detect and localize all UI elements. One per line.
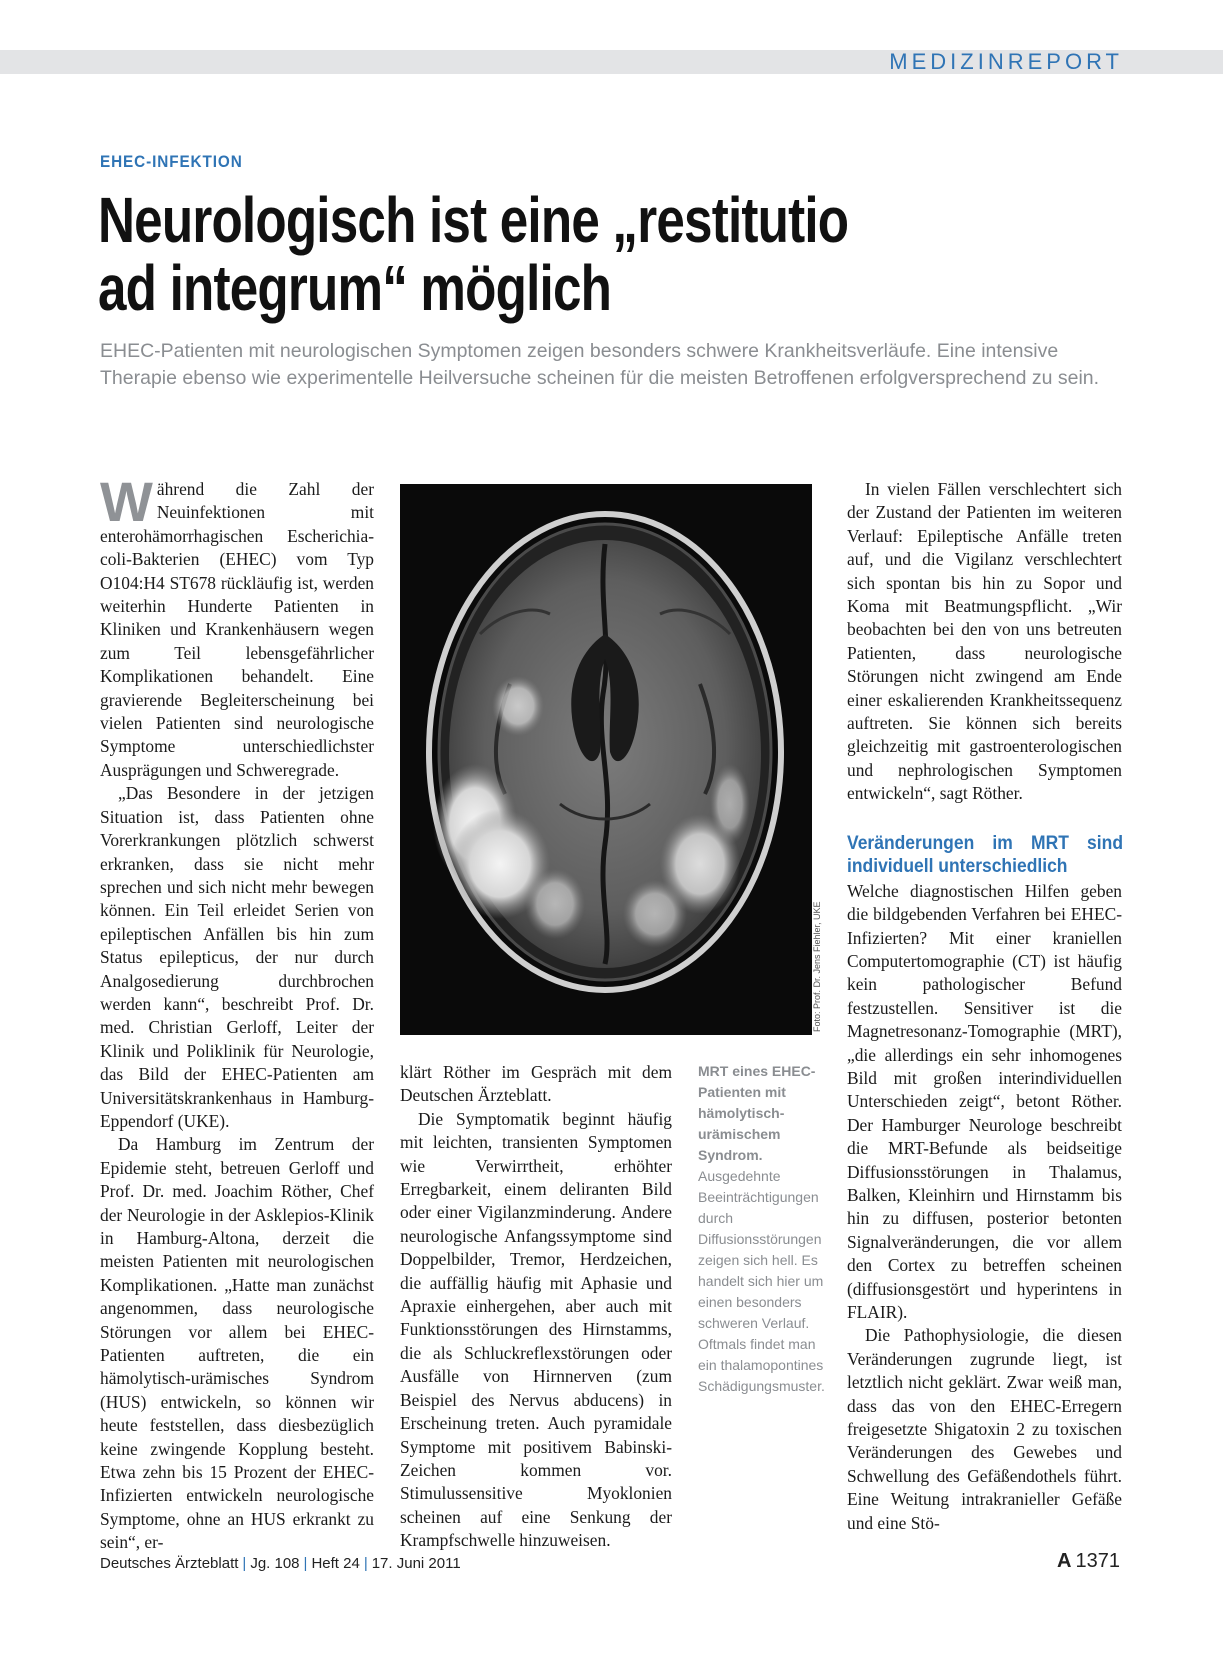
paragraph bbox=[100, 470, 374, 782]
text-column-3 bbox=[847, 478, 1122, 1535]
footer-separator: | bbox=[303, 1555, 308, 1572]
paragraph: In vielen Fällen verschlechtert sich der Zustand der Patienten im weiteren Verlauf: Epileptische Anfälle treten auf, und die Vigilanz verschlechtert sich spontan bis hin zu Sopor und Koma mit Beatmungspflicht. „Wir beobachten bei den von uns betreuten Patienten, dass neurologische Störungen nicht zwingend am Ende einer eskalierenden Krankheitssequenz auftreten. Sie können sich bereits gleichzeitig mit gastroenterologischen und nephrologischen Symptomen entwickeln“, sagt Röther. bbox=[847, 479, 1122, 804]
caption-text: Ausgedehnte Beeinträchtigungen durch Diffusionsstörungen zeigen sich hell. Es handelt sich hier um einen besonders schweren Verlauf. Oftmals findet man ein thalamopontines Schädigungsmuster. bbox=[698, 1168, 825, 1394]
figure-caption bbox=[698, 1061, 830, 1397]
text-column-1 bbox=[100, 470, 374, 1555]
headline-line-2: ad integrum“ möglich bbox=[98, 252, 612, 324]
paragraph: Welche diagnostischen Hilfen geben die bildgebenden Verfahren bei EHEC-Infizierten? Mit einer kraniellen Computertomographie (CT) ist häufig kein pathologischer Befund festzustellen. Sensitiver ist die Magnetresonanz-Tomographie (MRT), „die allerdings ein sehr inhomogenes Bild mit großen interindividuellen Unterschieden zeigt“, betont Röther. Der Hamburger Neurologe beschreibt die MRT-Befunde als beidseitige Diffusionsstörungen in Thalamus, Balken, Kleinhirn und Hirnstamm bis hin zu diffusen, posterior betonten Signalveränderungen, die vor allem den Cortex zu betreffen scheinen (diffusionsgestört und hyperintens in FLAIR). bbox=[847, 880, 1122, 1322]
paragraph: Da Hamburg im Zentrum der Epidemie steht, betreuen Gerloff und Prof. Dr. med. Joachim Röther, Chef der Neurologie in der Asklepios-Klinik in Hamburg-Altona, derzeit die meisten Patienten mit neurologischen Komplikationen. „Hatte man zunächst angenommen, dass neurologische Störungen vor allem bei EHEC-Patienten auftreten, die ein hämolytisch-urämisches Syndrom (HUS) entwickeln, so können wir heute feststellen, dass diesbezüglich keine zwingende Kopplung besteht. Etwa zehn bis 15 Prozent der EHEC-Infizierten entwickeln neurologische Symptome, ohne an HUS erkrankt zu sein“, er- bbox=[100, 1134, 374, 1553]
mri-brain-image bbox=[400, 484, 812, 1035]
caption-title: MRT eines EHEC-Patienten mit hämolytisch-urämischem Syndrom. bbox=[698, 1063, 816, 1163]
journal-name: Deutsches Ärzteblatt bbox=[100, 1555, 239, 1572]
footer-separator: | bbox=[363, 1555, 368, 1572]
paragraph-text: ährend die Zahl der Neuinfektionen mit enterohämorrhagischen Escherichia-coli-Bakterien (EHEC) vom Typ O104:H4 ST678 rückläufig ist, werden weiterhin Hunderte Patienten in Kliniken und Krankenhäusern wegen zum Teil lebensgefährlicher Komplikationen behandelt. Eine gravierende Begleiterscheinung bei vielen Patienten sind neurologische Symptome unterschiedlichster Ausprägungen und Schweregrade. bbox=[100, 479, 374, 780]
paragraph: „Das Besondere in der jetzigen Situation ist, dass Patienten ohne Vorerkrankungen plötzlich schwerst erkranken, dass sie nicht mehr sprechen und sich nicht mehr bewegen können. Ein Teil erleidet Serien von epileptischen Anfällen bis hin zum Status epilepticus, der nur durch Analgosedierung durchbrochen werden kann“, beschreibt Prof. Dr. med. Christian Gerloff, Leiter der Klinik und Poliklinik für Neurologie, das Bild der EHEC-Patienten am Universitätskrankenhaus in Hamburg-Eppendorf (UKE). bbox=[100, 783, 374, 1131]
journal-issue: Heft 24 bbox=[311, 1555, 360, 1572]
section-label: MEDIZINREPORT bbox=[889, 49, 1123, 74]
photo-credit: Foto: Prof. Dr. Jens Fiehler, UKE bbox=[812, 901, 822, 1032]
page-footer bbox=[100, 1555, 461, 1572]
page-number-value: 1371 bbox=[1075, 1550, 1120, 1572]
mri-brain-illustration bbox=[400, 484, 812, 1035]
section-subheading: Veränderungen im MRT sind individuell unterschiedlich bbox=[847, 832, 1123, 877]
page-number bbox=[1057, 1550, 1120, 1573]
headline-line-1: Neurologisch ist eine „restitutio bbox=[98, 184, 849, 256]
paragraph: Die Symptomatik beginnt häufig mit leichten, transienten Symptomen wie Verwirrtheit, erhöhter Erregbarkeit, einem deliranten Bild oder einer Vigilanzminderung. Andere neurologische Anfangssymptome sind Doppelbilder, Tremor, Herdzeichen, die auffällig häufig mit Aphasie und Apraxie einhergehen, aber auch mit Funktionsstörungen des Hirnstamms, die als Schluckreflexstörungen oder Ausfälle von Hirnnerven (zum Beispiel des Nervus abducens) in Erscheinung treten. Auch pyramidale Symptome mit positivem Babinski-Zeichen kommen vor. Stimulussensitive Myoklonien scheinen auf eine Senkung der Krampfschwelle hinzuweisen. bbox=[400, 1108, 672, 1551]
article-kicker: EHEC-INFEKTION bbox=[100, 152, 243, 171]
publication-date: 17. Juni 2011 bbox=[371, 1555, 461, 1572]
paragraph: klärt Röther im Gespräch mit dem Deutschen Ärzteblatt. bbox=[400, 1062, 672, 1106]
journal-volume: Jg. 108 bbox=[250, 1555, 300, 1572]
article-lead: EHEC-Patienten mit neurologischen Symptomen zeigen besonders schwere Krankheitsverläufe. Eine intensive Therapie ebenso wie experimentelle Heilversuche scheinen für die meisten Betroffenen erfolgversprechend zu sein. bbox=[100, 340, 1100, 389]
footer-separator: | bbox=[242, 1555, 247, 1572]
page-prefix: A bbox=[1057, 1550, 1072, 1572]
text-column-2 bbox=[400, 1061, 672, 1553]
article-headline bbox=[98, 186, 898, 322]
paragraph: Die Pathophysiologie, die diesen Veränderungen zugrunde liegt, ist letztlich nicht geklärt. Zwar weiß man, dass das von den EHEC-Erregern freigesetzte Shigatoxin 2 zu toxischen Veränderungen des Gewebes und Schwellung des Gefäßendothels führt. Eine Weitung intrakranieller Gefäße und eine Stö- bbox=[847, 1325, 1122, 1533]
drop-cap: W bbox=[100, 470, 153, 533]
